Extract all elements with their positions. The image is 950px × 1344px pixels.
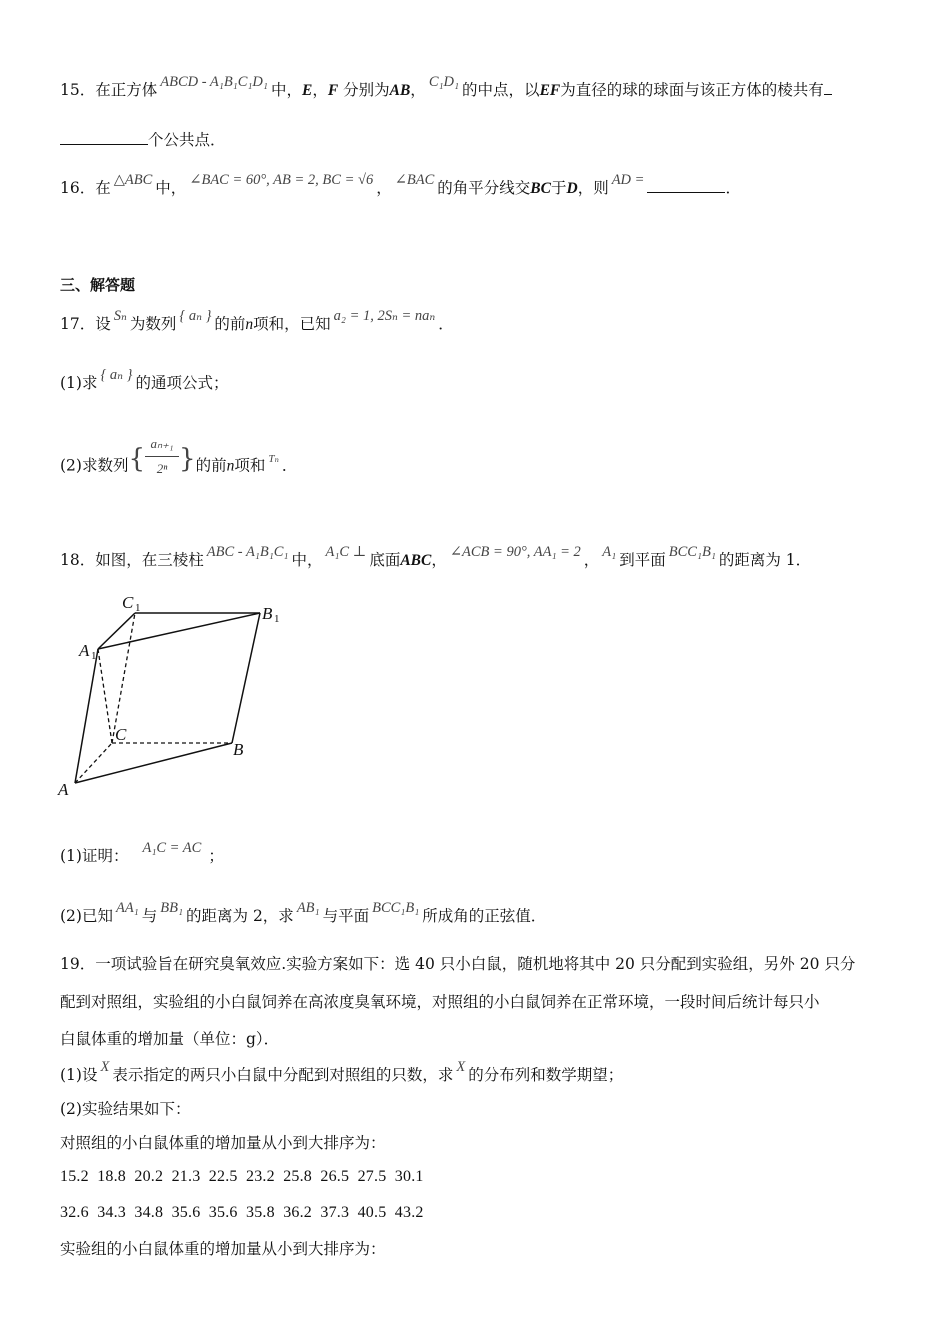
text: ． — [725, 179, 741, 197]
label-c1: C — [122, 593, 134, 612]
text: 与平面 — [322, 907, 370, 925]
question-number: 17． — [60, 315, 96, 333]
math-bc: BC — [530, 180, 551, 197]
math-ad: AD = — [611, 172, 645, 188]
math-plane: BCC₁B₁ — [668, 544, 716, 560]
question-17 — [60, 308, 454, 336]
label-a1-sub: 1 — [91, 650, 97, 662]
text: 为直径的球的球面与该正方体的棱共有 — [560, 81, 824, 99]
question-number: 16． — [60, 179, 96, 197]
text: 的分布列和数学期望； — [468, 1066, 624, 1084]
math-ef: EF — [539, 82, 561, 99]
prism-figure — [50, 585, 300, 800]
question-18-part-1 — [60, 840, 224, 868]
denominator: 2ⁿ — [156, 461, 168, 476]
math-sn: Sₙ — [113, 308, 127, 324]
math-an: { aₙ } — [100, 367, 133, 383]
text: 的中点，以 — [462, 81, 540, 99]
edge-a1b1 — [98, 613, 260, 649]
numerator: aₙ₊₁ — [150, 436, 174, 451]
question-18 — [60, 544, 812, 572]
math-fraction — [145, 433, 179, 480]
text: 个公共点． — [148, 131, 226, 149]
text: ，则 — [577, 179, 609, 197]
math-ab: AB — [389, 82, 411, 99]
math-f: F — [327, 82, 339, 99]
math-tn: Tₙ — [268, 452, 279, 465]
question-15-cont — [60, 128, 226, 151]
question-18-part-2 — [60, 900, 547, 928]
control-data-row-1: 15.2 18.8 20.2 21.3 22.5 23.2 25.8 26.5 27.5 30.1 — [60, 1168, 424, 1185]
brace-close: } — [179, 443, 196, 474]
label-a1: A — [79, 641, 90, 660]
math-abc: ABC — [400, 552, 432, 569]
math-c1d1: C₁D₁ — [428, 74, 460, 90]
text: ． — [281, 456, 298, 475]
text: 在正方体 — [95, 81, 158, 99]
text: 于 — [550, 179, 567, 197]
math-e: E — [301, 82, 313, 99]
label-b1: B — [262, 604, 273, 623]
text: 与 — [141, 907, 158, 925]
math-n: n — [245, 316, 254, 333]
text: 的距离为 1． — [718, 551, 812, 569]
question-number: 15． — [60, 81, 96, 99]
text: 中， — [291, 551, 323, 569]
edge-ab — [75, 743, 232, 783]
text: (1)证明： — [60, 847, 129, 865]
math-ab1: AB₁ — [296, 900, 320, 916]
math-an: { aₙ } — [179, 308, 212, 324]
answer-blank[interactable] — [60, 128, 148, 145]
label-c: C — [115, 725, 127, 744]
question-number: 18． — [60, 551, 96, 569]
question-19-part-1 — [60, 1059, 624, 1087]
text: 表示指定的两只小白鼠中分配到对照组的只数，求 — [112, 1066, 454, 1084]
text: 的角平分线交 — [437, 179, 531, 197]
math-triangle: △ABC — [113, 172, 153, 188]
text: (1)设 — [60, 1066, 98, 1084]
brace-open: { — [128, 443, 146, 474]
edge-aa1 — [75, 649, 98, 783]
question-17-part-1 — [60, 367, 229, 395]
math-angle: ∠BAC — [394, 172, 435, 188]
text: 项和，已知 — [253, 315, 331, 333]
text: 分别为 — [338, 81, 390, 99]
question-19-part-2: (2)实验结果如下： — [60, 1100, 191, 1118]
math-given: ∠ACB = 90°, AA₁ = 2 — [449, 544, 581, 560]
math-prism: ABC - A₁B₁C₁ — [206, 544, 289, 560]
text: 的通项公式； — [135, 374, 229, 392]
math-a1: A₁ — [602, 544, 617, 560]
text: 如图，在三棱柱 — [95, 551, 204, 569]
edge-a1c-hidden — [98, 649, 112, 743]
math-x: X — [100, 1059, 110, 1075]
text: ， — [583, 551, 600, 569]
math-cube: ABCD - A₁B₁C₁D₁ — [160, 74, 268, 90]
math-x: X — [456, 1059, 466, 1075]
math-aa1: AA₁ — [115, 900, 139, 916]
fraction-bar — [145, 456, 179, 457]
text: 在 — [95, 179, 111, 197]
question-19-line-3: 白鼠体重的增加量（单位：g）． — [60, 1030, 280, 1048]
control-data-row-2: 32.6 34.3 34.8 35.6 35.6 35.8 36.2 37.3 40.5 43.2 — [60, 1204, 424, 1221]
text: 到平面 — [619, 551, 666, 569]
text: (2)求数列 — [60, 456, 129, 475]
text: ； — [208, 847, 224, 865]
text: ， — [376, 179, 392, 197]
question-19-line-1: 19．一项试验旨在研究臭氧效应.实验方案如下：选 40 只小白鼠，随机地将其中 20 只分配到实验组，另外 20 只分 — [60, 955, 856, 973]
text: 中， — [155, 179, 187, 197]
math-perp: A₁C ⊥ — [325, 544, 367, 560]
math-condition: a₂ = 1, 2Sₙ = naₙ — [333, 308, 436, 324]
control-group-title: 对照组的小白鼠体重的增加量从小到大排序为： — [60, 1134, 386, 1152]
text: 中， — [270, 81, 302, 99]
text: 所成角的正弦值． — [422, 907, 547, 925]
text: 设 — [95, 315, 111, 333]
answer-blank[interactable] — [824, 78, 832, 95]
label-b: B — [233, 740, 244, 759]
question-17-part-2 — [60, 436, 298, 490]
text: (1)求 — [60, 374, 98, 392]
math-given: ∠BAC = 60°, AB = 2, BC = √6 — [189, 172, 374, 188]
text: ， — [410, 81, 426, 99]
section-heading: 三、解答题 — [60, 276, 136, 294]
text: ． — [438, 315, 454, 333]
label-a: A — [58, 780, 69, 799]
text: ， — [312, 81, 328, 99]
math-n: n — [226, 457, 235, 475]
question-16 — [60, 172, 741, 200]
text: 为数列 — [129, 315, 177, 333]
math-d: D — [566, 180, 578, 197]
question-19-line-2: 配到对照组，实验组的小白鼠饲养在高浓度臭氧环境，对照组的小白鼠饲养在正常环境，一段时间后统计每只小 — [60, 993, 820, 1011]
text: 的前 — [195, 456, 227, 475]
question-15 — [60, 74, 832, 102]
text: 的前 — [214, 315, 246, 333]
label-b1-sub: 1 — [274, 613, 280, 625]
edge-bb1 — [232, 613, 260, 743]
text: 底面 — [369, 551, 401, 569]
text: ， — [431, 551, 447, 569]
label-c1-sub: 1 — [135, 602, 141, 614]
math-plane: BCC₁B₁ — [372, 900, 420, 916]
answer-blank[interactable] — [647, 176, 725, 193]
math-equation: A₁C = AC — [142, 840, 202, 856]
experiment-group-title: 实验组的小白鼠体重的增加量从小到大排序为： — [60, 1240, 386, 1258]
text: (2)已知 — [60, 907, 113, 925]
text: 的距离为 2，求 — [186, 907, 294, 925]
math-bb1: BB₁ — [160, 900, 184, 916]
text: 项和 — [234, 456, 266, 475]
